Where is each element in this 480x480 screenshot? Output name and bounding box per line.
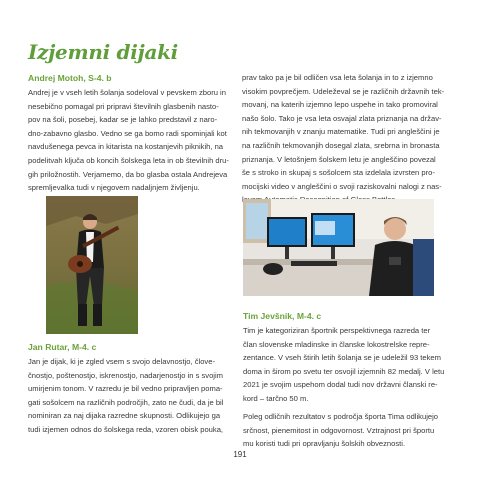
text-line: Tim je kategoriziran športnik perspektivnega razreda ter [243,326,431,335]
student-name-andrej: Andrej Motoh, S-4. b [28,73,112,83]
text-line: prav tako pa je bil odličen vsa leta šolanja in to z izjemno [242,73,433,82]
text-line: gih priložnostih. Verjamemo, da bo glasba ostala Andrejeva [28,169,228,179]
page-number: 191 [233,450,247,459]
text-line: priznanja. V letošnjem šolskem letu je angleščino povezal [242,154,436,164]
jan-paragraph [28,355,233,437]
text-line: čnostjo, poštenostjo, iskrenostjo, nadarjenostjo in s svojim [28,370,224,380]
text-line: doma in širom po svetu ter osvojil izjemnih 82 medalj. V letu [243,366,445,376]
photo-tim-computer [243,199,434,296]
text-line: našo šolo. Tako je vsa leta osvajal zlata priznanja na držav- [242,113,442,123]
tim-paragraph [243,324,453,406]
text-line: še s stroko in skupaj s sošolcem sta izdelala izvrsten pro- [242,168,435,178]
text-line: na različnih tekmovanjih dosegal zlata, srebrna in bronasta [242,140,440,150]
tim-paragraph-2 [243,410,453,451]
continuation-paragraph [242,71,452,207]
text-line: član slovenske mladinske in članske lokostrelske repre- [243,339,430,349]
andrej-paragraph [28,86,228,195]
text-line: dno-zabavno glasbo. Vedno se ga bomo radi spominjali kot [28,128,227,138]
text-line: 2021 je svojim uspehom dodal tudi nov državni članski re- [243,380,438,390]
text-line: pov na šoli, posebej, kadar se je lahko predstavil z naro- [28,115,218,125]
text-line: spremljevalka tudi v njegovem nadaljnjem življenju. [28,183,200,193]
text-line: umirjenim tonom. V razredu je bil vedno pripravljen poma- [28,384,223,394]
text-line: movanj, na katerih izjemno lepo uspehe in tako promoviral [242,100,438,110]
text-line: Jan je dijak, ki je zgled vsem s svojo delavnostjo, člove- [28,357,215,366]
student-name-jan: Jan Rutar, M-4. c [28,342,97,352]
text-line: srčnost, pienemitost in odgovornost. Vztrajnost pri športu [243,425,435,435]
photo-jan-guitar [46,196,138,334]
text-line: nih tekmovanjih v znanju matematike. Tudi pri angleščini je [242,127,440,137]
text-line: Poleg odličnih rezultatov s področja športa Tima odlikujejo [243,412,439,421]
text-line: Andrej je v vseh letih šolanja sodeloval v pevskem zboru in [28,88,226,97]
text-line: mocijski video v angleščini o svoji raziskovalni nalogi z nas- [242,181,442,191]
text-line: tudi izjemen odnos do šolskega reda, vzoren obisk pouka, [28,424,224,434]
page-title: Izjemni dijaki [28,40,178,64]
text-line: kord – tarčno 50 m. [243,393,309,403]
text-line: mu koristi tudi pri opravljanju šolskih obveznosti. [243,439,406,449]
text-line: podelitvah ključa ob koncih šolskega leta in ob številnih dru- [28,155,229,165]
text-line: nominiran za naj dijaka razredne skupnosti. Odlikujejo ga [28,411,221,421]
text-line: visokim povprečjem. Udeleževal se je različnih državnih tek- [242,86,445,96]
text-line: nesebično pomagal pri pripravi številnih glasbenih nasto- [28,101,219,111]
text-line: gati sošolcem na različnih področjih, zato ne čudi, da je bil [28,397,224,407]
text-line: navdušenega pevca in kitarista na kostanjevih piknikih, na [28,142,224,152]
text-line: zentance. V vseh štirih letih šolanja se je udeležil 93 tekem [243,353,441,363]
student-name-tim: Tim Jevšnik, M-4. c [243,311,322,321]
